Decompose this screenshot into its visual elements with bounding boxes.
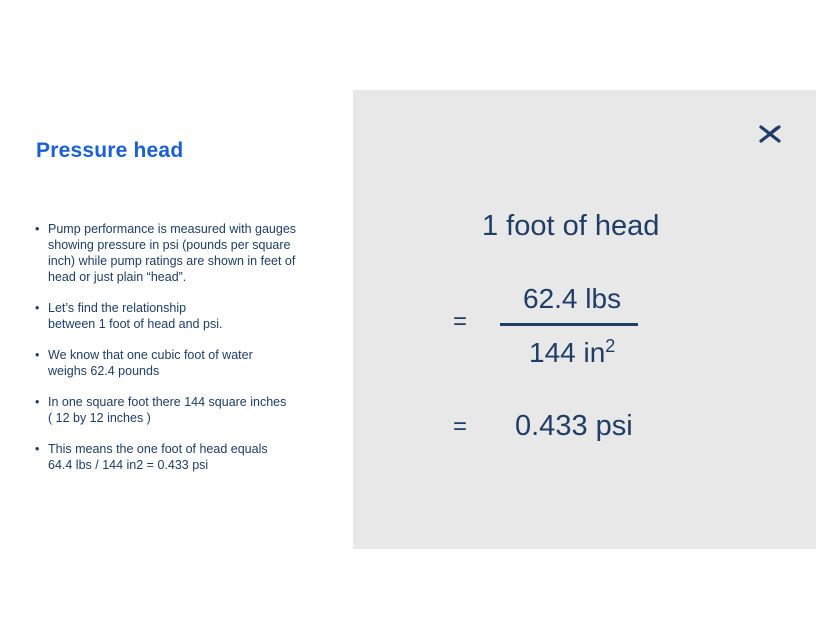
denominator-base: 144 in bbox=[529, 337, 606, 368]
equals-sign: = bbox=[453, 413, 468, 440]
equals-sign: = bbox=[453, 308, 468, 335]
bullet-line: • In one square foot there 144 square inches bbox=[48, 395, 287, 409]
head-label: 1 foot of head bbox=[482, 210, 660, 242]
bullet-list bbox=[34, 221, 334, 488]
bullet-item bbox=[34, 394, 334, 426]
bullet-line: • Pump performance is measured with gauges bbox=[48, 222, 297, 236]
bullet-line: weighs 62.4 pounds bbox=[48, 364, 160, 378]
bullet-line: head or just plain “head”. bbox=[48, 270, 187, 284]
formula-panel bbox=[353, 90, 816, 549]
bullet-line: 64.4 lbs / 144 in2 = 0.433 psi bbox=[48, 458, 209, 472]
fraction-bar bbox=[500, 323, 638, 326]
bullet-item bbox=[34, 441, 334, 473]
result-value: 0.433 psi bbox=[515, 410, 633, 442]
bullet-item bbox=[34, 221, 334, 285]
brand-x-logo-icon bbox=[759, 124, 781, 144]
bullet-line: • Let’s find the relationship bbox=[48, 301, 187, 315]
bullet-line: between 1 foot of head and psi. bbox=[48, 317, 223, 331]
bullet-line: ( 12 by 12 inches ) bbox=[48, 411, 151, 425]
fraction-numerator: 62.4 lbs bbox=[523, 283, 622, 314]
fraction-denominator bbox=[529, 337, 615, 369]
slide-title: Pressure head bbox=[36, 139, 184, 162]
bullet-line: showing pressure in psi (pounds per square bbox=[48, 238, 291, 252]
bullet-item bbox=[34, 300, 334, 332]
denominator-exponent: 2 bbox=[605, 336, 616, 356]
bullet-line: • We know that one cubic foot of water bbox=[48, 348, 253, 362]
bullet-item bbox=[34, 347, 334, 379]
bullet-line: inch) while pump ratings are shown in feet of bbox=[48, 254, 296, 268]
bullet-line: • This means the one foot of head equals bbox=[48, 442, 268, 456]
